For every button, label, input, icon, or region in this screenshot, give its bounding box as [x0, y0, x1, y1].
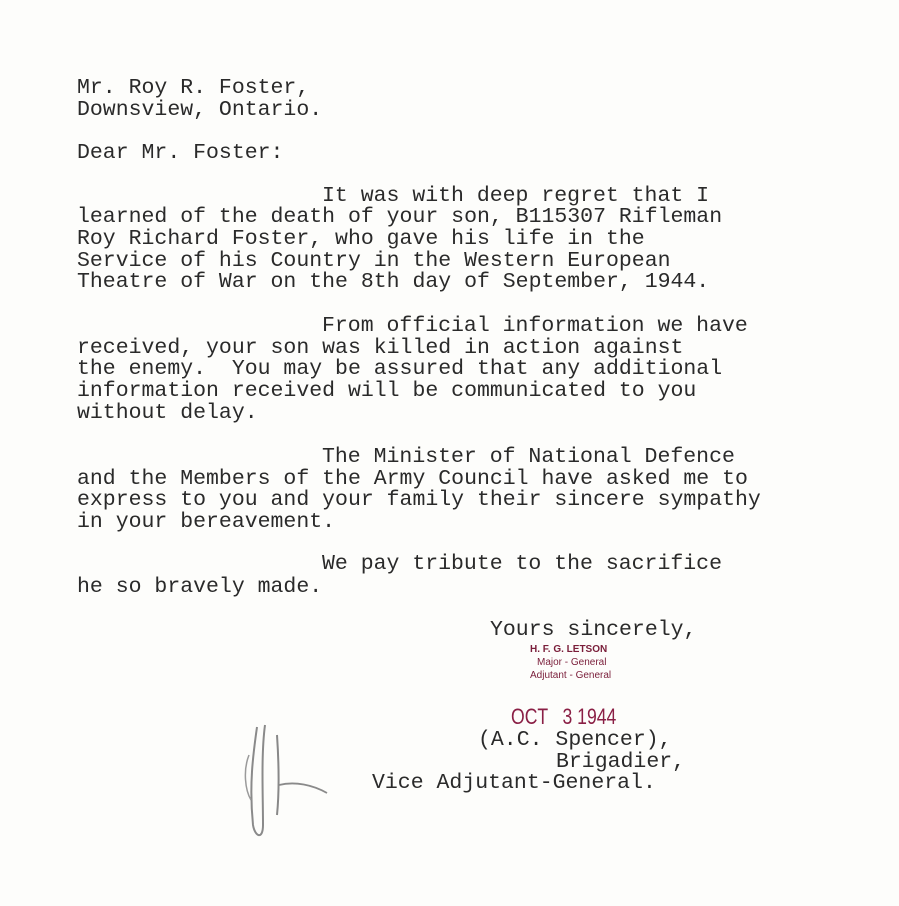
- closing: Yours sincerely,: [490, 618, 697, 642]
- signatory-name: (A.C. Spencer),: [478, 728, 672, 752]
- paragraph-line: in your bereavement.: [77, 510, 336, 534]
- paragraph-line: It was with deep regret that I: [322, 184, 710, 208]
- stamp-rank: Major - General: [537, 657, 607, 668]
- stamp-title: Adjutant - General: [530, 670, 612, 681]
- signatory-rank: Brigadier,: [556, 750, 686, 774]
- paragraph-line: learned of the death of your son, B115307 Rifleman: [77, 205, 723, 229]
- paragraph-line: The Minister of National Defence: [322, 445, 735, 469]
- address-line: Downsview, Ontario.: [77, 98, 323, 122]
- signatory-title: Vice Adjutant-General.: [372, 771, 656, 795]
- paragraph-line: without delay.: [77, 401, 258, 425]
- handwritten-initials-signature: [235, 715, 345, 845]
- paragraph-line: he so bravely made.: [77, 575, 323, 599]
- paragraph-line: and the Members of the Army Council have asked me to: [77, 467, 748, 491]
- paragraph-line: Service of his Country in the Western European: [77, 249, 671, 273]
- stamp-name: H. F. G. LETSON: [530, 644, 608, 655]
- paragraph-line: Roy Richard Foster, who gave his life in the: [77, 227, 645, 251]
- paragraph-line: received, your son was killed in action against: [77, 336, 684, 360]
- address-line: Mr. Roy R. Foster,: [77, 76, 310, 100]
- paragraph-line: From official information we have: [322, 314, 748, 338]
- paragraph-line: information received will be communicated to you: [77, 379, 697, 403]
- paragraph-line: express to you and your family their sincere sympathy: [77, 488, 761, 512]
- paragraph-line: Theatre of War on the 8th day of September, 1944.: [77, 270, 710, 294]
- date-stamp: OCT 3 1944: [511, 704, 617, 729]
- salutation: Dear Mr. Foster:: [77, 141, 284, 165]
- paragraph-line: the enemy. You may be assured that any additional: [77, 357, 723, 381]
- paragraph-line: We pay tribute to the sacrifice: [322, 552, 722, 576]
